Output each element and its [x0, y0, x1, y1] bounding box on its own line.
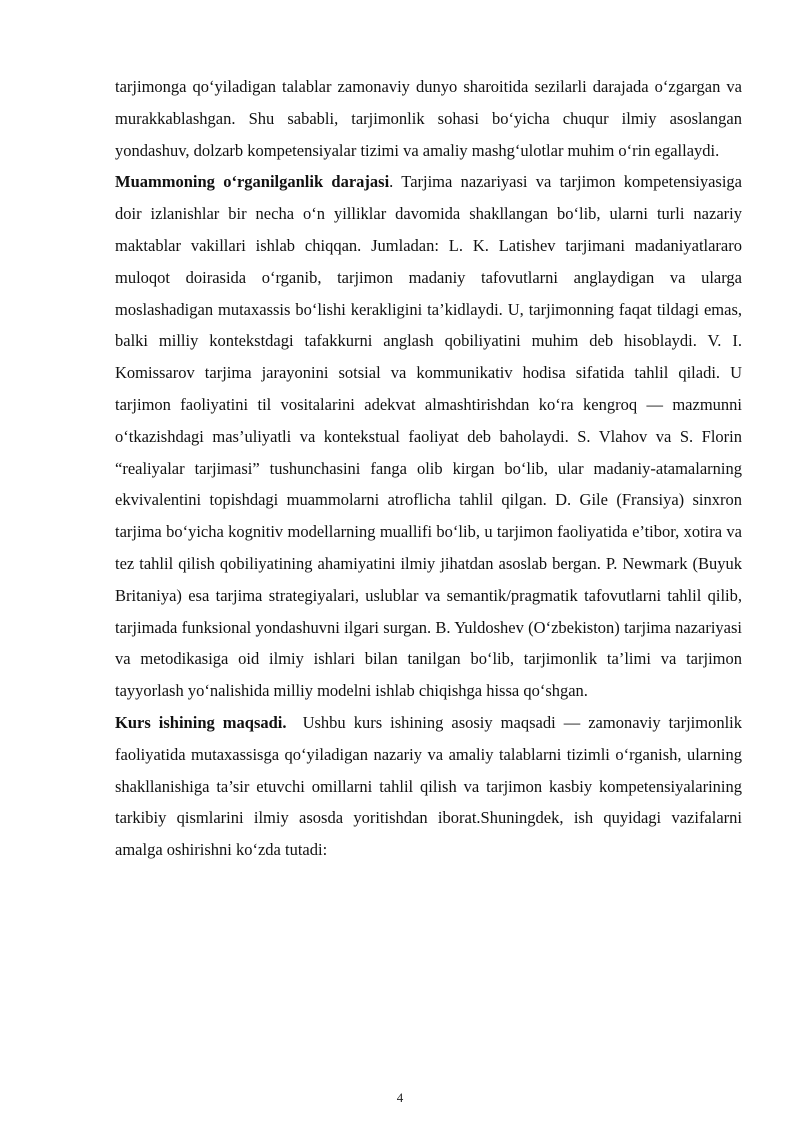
paragraph-research-degree	[115, 166, 742, 707]
paragraph-heading: Kurs ishining maqsadi.	[115, 712, 287, 732]
document-page	[115, 71, 742, 866]
paragraph-intro-continuation	[115, 71, 742, 166]
page-number: 4	[396, 1090, 404, 1105]
paragraph-text: Ushbu kurs ishining asosiy maqsadi — zamonaviy tarjimonlik faoliyatida mutaxassisga qo‘yiladigan nazariy va amaliy talablarni tizimli o‘rganish, ularning shakllanishiga ta’sir etuvchi omillarni tahlil qilish va tarjimon kasbiy kompetensiyalarining tarkibiy qismlarini ilmiy asosda yoritishdan iborat.Shuningdek, ish quyidagi vazifalarni amalga oshirishni ko‘zda tutadi:	[115, 712, 742, 860]
heading-separator: .	[389, 172, 402, 192]
paragraph-text: tarjimonga qo‘yiladigan talablar zamonaviy dunyo sharoitida sezilarli darajada o‘zgargan va murakkablashgan. Shu sababli, tarjimonlik sohasi bo‘yicha chuqur ilmiy asoslangan yondashuv, dolzarb kompetensiyalar tizimi va amaliy mashg‘ulotlar muhim o‘rin egallaydi.	[115, 77, 742, 160]
heading-separator	[287, 713, 303, 732]
paragraph-heading: Muammoning o‘rganilganlik darajasi	[115, 172, 390, 192]
paragraph-text: Tarjima nazariyasi va tarjimon kompetensiyasiga doir izlanishlar bir necha o‘n yilliklar davomida shakllangan bo‘lib, ularni turli nazariy maktablar vakillari ishlab chiqqan. Jumladan: L. K. Latishev tarjimani madaniyatlararo muloqot doirasida o‘rganib, tarjimon madaniy tafovutlarni anglaydigan va ularga moslashadigan mutaxassis bo‘lishi kerakligini ta’kidlaydi. U, tarjimonning faqat tildagi emas, balki milliy kontekstdagi tafakkurni anglash qobiliyatini muhim deb hisoblaydi. V. I. Komissarov tarjima jarayonini sotsial va kommunikativ hodisa sifatida tahlil qiladi. U tarjimon faoliyatini til vositalarini adekvat almashtirishdan ko‘ra kengroq — mazmunni o‘tkazishdagi mas’uliyatli va kontekstual faoliyat deb baholaydi. S. Vlahov va S. Florin “realiyalar tarjimasi” tushunchasini fanga olib kirgan bo‘lib, ular madaniy-atamalarning ekvivalentini topishdagi muammolarni atroflicha tahlil qilgan. D. Gile (Fransiya) sinxron tarjima bo‘yicha kognitiv modellarning muallifi bo‘lib, u tarjimon faoliyatida e’tibor, xotira va tez tahlil qilish qobiliyatining ahamiyatini ilmiy jihatdan asoslab bergan. P. Newmark (Buyuk Britaniya) esa tarjima strategiyalari, uslublar va semantik/pragmatik tafovutlarni tahlil qilib, tarjimada funksional yondashuvni ilgari surgan. B. Yuldoshev (O‘zbekiston) tarjima nazariyasi va metodikasiga oid ilmiy ishlari bilan tanilgan bo‘lib, tarjimonlik ta’limi va tarjimon tayyorlash yo‘nalishida milliy modelni ishlab chiqishga hissa qo‘shgan.	[115, 172, 742, 701]
paragraph-course-goal	[115, 707, 742, 866]
